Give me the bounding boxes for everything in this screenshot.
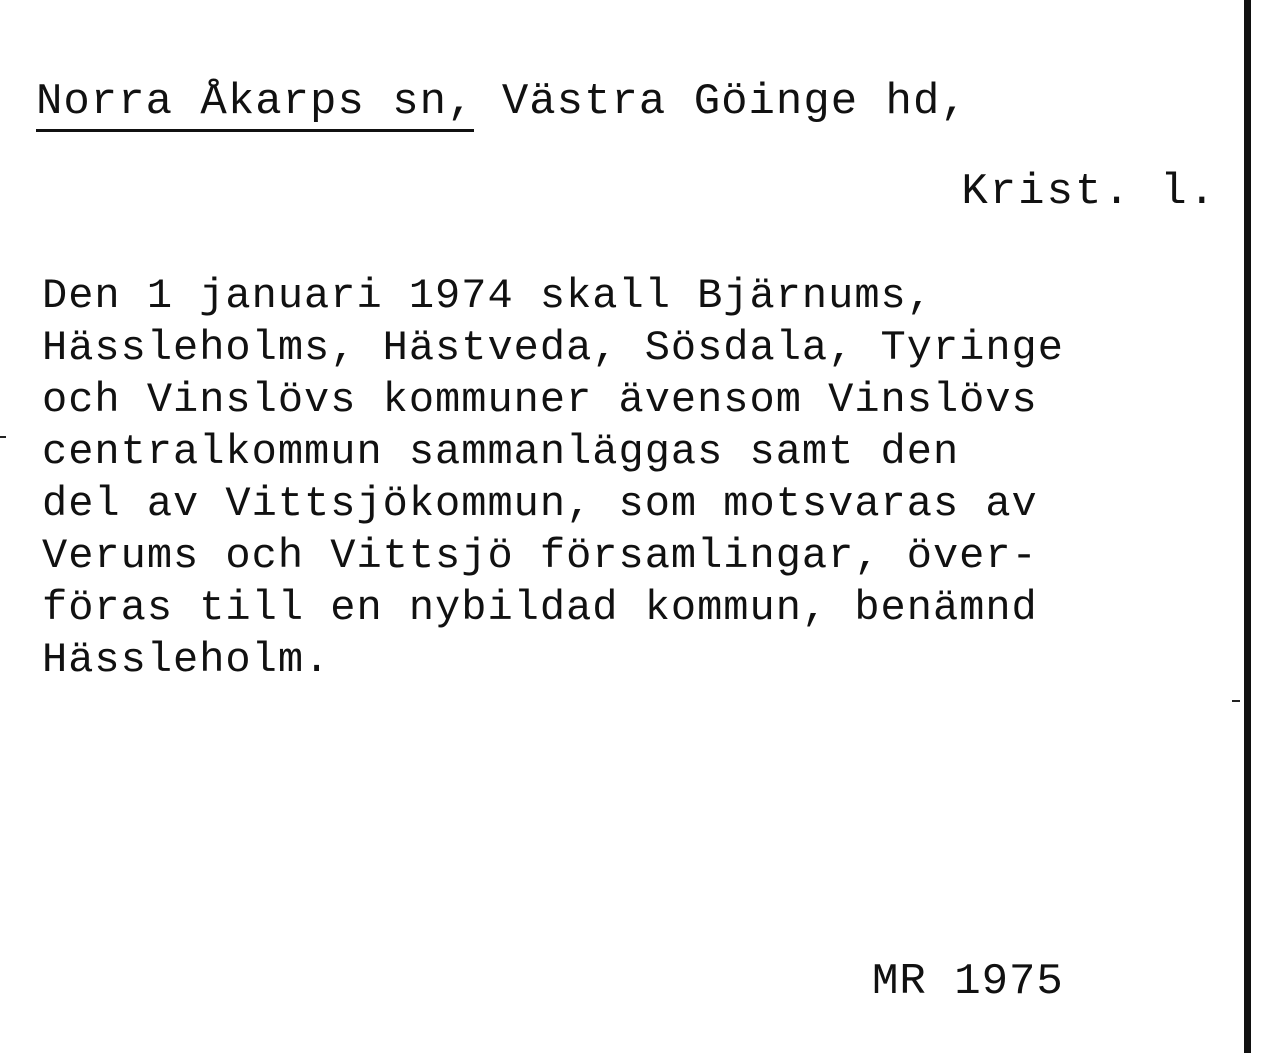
- body-line: Den 1 januari 1974 skall Bjärnums,: [42, 272, 933, 320]
- county-name: Krist. l.: [961, 167, 1217, 217]
- district-name: Västra Göinge hd,: [501, 77, 968, 127]
- body-line: föras till en nybildad kommun, benämnd: [42, 584, 1038, 632]
- body-line: Verums och Vittsjö församlingar, över-: [42, 532, 1038, 580]
- date-mark: MR 1975: [872, 957, 1064, 1007]
- scan-speck: [1232, 700, 1240, 702]
- body-line: Hässleholms, Hästveda, Sösdala, Tyringe: [42, 324, 1064, 372]
- scan-speck: [0, 436, 6, 438]
- parish-name: Norra Åkarps sn,: [36, 77, 474, 132]
- card-heading: [36, 72, 1216, 132]
- body-line: del av Vittsjökommun, som motsvaras av: [42, 480, 1038, 528]
- body-line: Hässleholm.: [42, 636, 331, 684]
- card-body-text: [42, 270, 1232, 686]
- body-line: och Vinslövs kommuner ävensom Vinslövs: [42, 376, 1038, 424]
- body-line: centralkommun sammanläggas samt den: [42, 428, 960, 476]
- card-edge-line: [1244, 0, 1251, 1053]
